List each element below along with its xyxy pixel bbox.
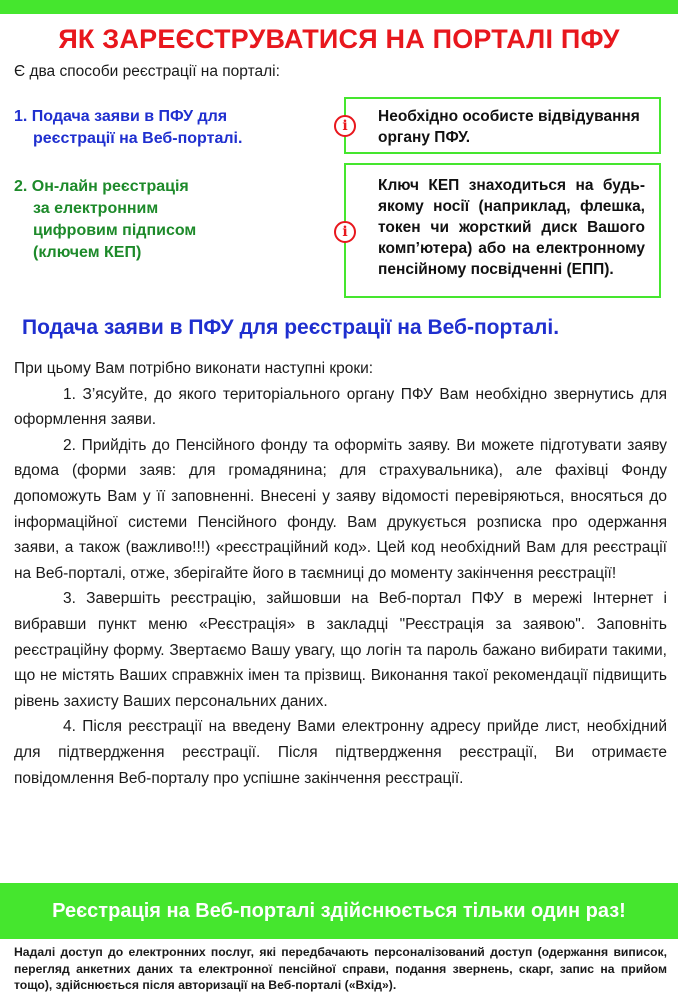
info-box-2-text: Ключ КЕП знаходиться на будь-якому носії (наприклад, флешка, токен чи жорсткий диск Вашого комп’ютера) або на електронному пенсійному посвідченні (ЕПП). [378, 177, 645, 278]
info-box-1-text: Необхідно особисте відвідування органу ПФУ. [378, 108, 640, 146]
info-icon: i [334, 221, 356, 243]
option-2-line-3: цифровим підписом [33, 222, 197, 239]
option-2-line-2: за електронним [33, 200, 159, 217]
option-2-online-registration [14, 176, 314, 264]
step-3: 3. Завершіть реєстрацію, зайшовши на Веб-портал ПФУ в мережі Інтернет і вибравши пункт меню «Реєстрація» в закладці "Реєстрація за заявою". Заповніть реєстраційну форму. Звертаємо Вашу увагу, що логін та пароль бажано вибирати такими, що не містять Ваших справжніх імен та прізвищ. Виконання такої рекомендації підвищить рівень захисту Ваших персональних даних. [14, 590, 667, 710]
top-green-bar [0, 0, 678, 14]
footer-note: Надалі доступ до електронних послуг, які передбачають персоналізований доступ (одержання виписок, перегляд анкетних даних та електронної пенсійної справи, подання звернень, скарг, запис на прийом тощо), здійснюється після авторизації на Веб-порталі («Вхід»). [14, 945, 667, 992]
info-box-kep-key [344, 163, 661, 298]
intro-text: Є два способи реєстрації на порталі: [14, 63, 280, 80]
option-1-line-1: 1. Подача заяви в ПФУ для [14, 108, 228, 125]
step-2: 2. Прийдіть до Пенсійного фонду та оформіть заяву. Ви можете підготувати заяву вдома (форми заяв: для громадянина; для страхувальника), але фахівці Фонду допоможуть Вам у її заповненні. Внесені у заяву відомості перевіряються, вносяться до інформаційної системи Пенсійного фонду. Вам друкується розписка про одержання заяви, а також (важливо!!!) «реєстраційний код». Цей код необхідний Вам для реєстрації на Веб-порталі, отже, зберігайте його в таємниці до моменту закінчення реєстрації! [14, 436, 667, 582]
option-1-line-2: реєстрації на Веб-порталі. [33, 130, 243, 147]
registration-once-banner: Реєстрація на Веб-порталі здійснюється тільки один раз! [0, 883, 678, 939]
steps-body [14, 356, 667, 791]
steps-lead: При цьому Вам потрібно виконати наступні кроки: [14, 360, 374, 377]
option-2-line-4: (ключем КЕП) [33, 244, 142, 261]
section-title: Подача заяви в ПФУ для реєстрації на Веб-порталі. [22, 316, 560, 339]
step-4: 4. Після реєстрації на введену Вами електронну адресу прийде лист, необхідний для підтвердження реєстрації. Після підтвердження реєстрації, Ви отримаєте повідомлення Веб-порталу про успішне закінчення реєстрації. [14, 718, 667, 787]
info-box-personal-visit [344, 97, 661, 154]
step-1: 1. З’ясуйте, до якого територіального органу ПФУ Вам необхідно звернутись для оформлення заяви. [14, 385, 667, 429]
info-icon: i [334, 115, 356, 137]
page-title: ЯК ЗАРЕЄСТРУВАТИСЯ НА ПОРТАЛІ ПФУ [58, 24, 620, 54]
option-1-paper-application [14, 106, 314, 150]
option-2-line-1: 2. Он-лайн реєстрація [14, 178, 189, 195]
